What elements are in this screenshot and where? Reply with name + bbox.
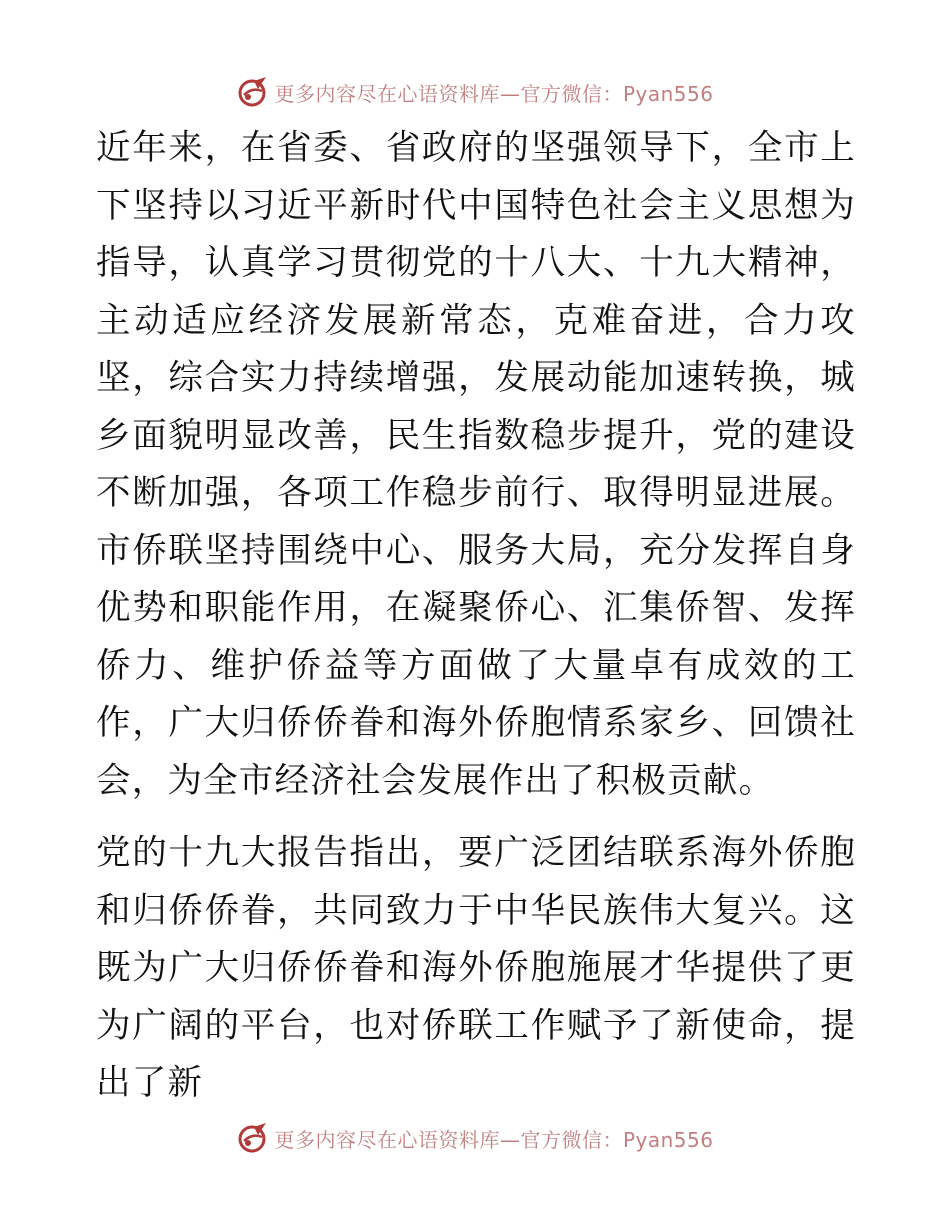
book-pen-logo-icon — [236, 1121, 270, 1155]
document-body — [96, 120, 856, 1113]
paragraph-1: 近年来，在省委、省政府的坚强领导下，全市上下坚持以习近平新时代中国特色社会主义思想为指导，认真学习贯彻党的十八大、十九大精神，主动适应经济发展新常态，克难奋进，合力攻坚，综合实力持续增强，发展动能加速转换，城乡面貌明显改善，民生指数稳步提升，党的建设不断加强，各项工作稳步前行、取得明显进展。市侨联坚持围绕中心、服务大局，充分发挥自身优势和职能作用，在凝聚侨心、汇集侨智、发挥侨力、维护侨益等方面做了大量卓有成效的工作，广大归侨侨眷和海外侨胞情系家乡、回馈社会，为全市经济社会发展作出了积极贡献。 — [96, 128, 856, 801]
header-banner-text: 更多内容尽在心语资料库—官方微信：Pyan556 — [274, 81, 714, 106]
footer-banner-text: 更多内容尽在心语资料库—官方微信：Pyan556 — [274, 1127, 714, 1152]
book-pen-logo-icon — [236, 75, 270, 109]
paragraph-2: 党的十九大报告指出，要广泛团结联系海外侨胞和归侨侨眷，共同致力于中华民族伟大复兴。这既为广大归侨侨眷和海外侨胞施展才华提供了更为广阔的平台，也对侨联工作赋予了新使命，提出了新 — [96, 833, 856, 1103]
footer-banner — [0, 1118, 950, 1158]
header-banner — [0, 72, 950, 112]
